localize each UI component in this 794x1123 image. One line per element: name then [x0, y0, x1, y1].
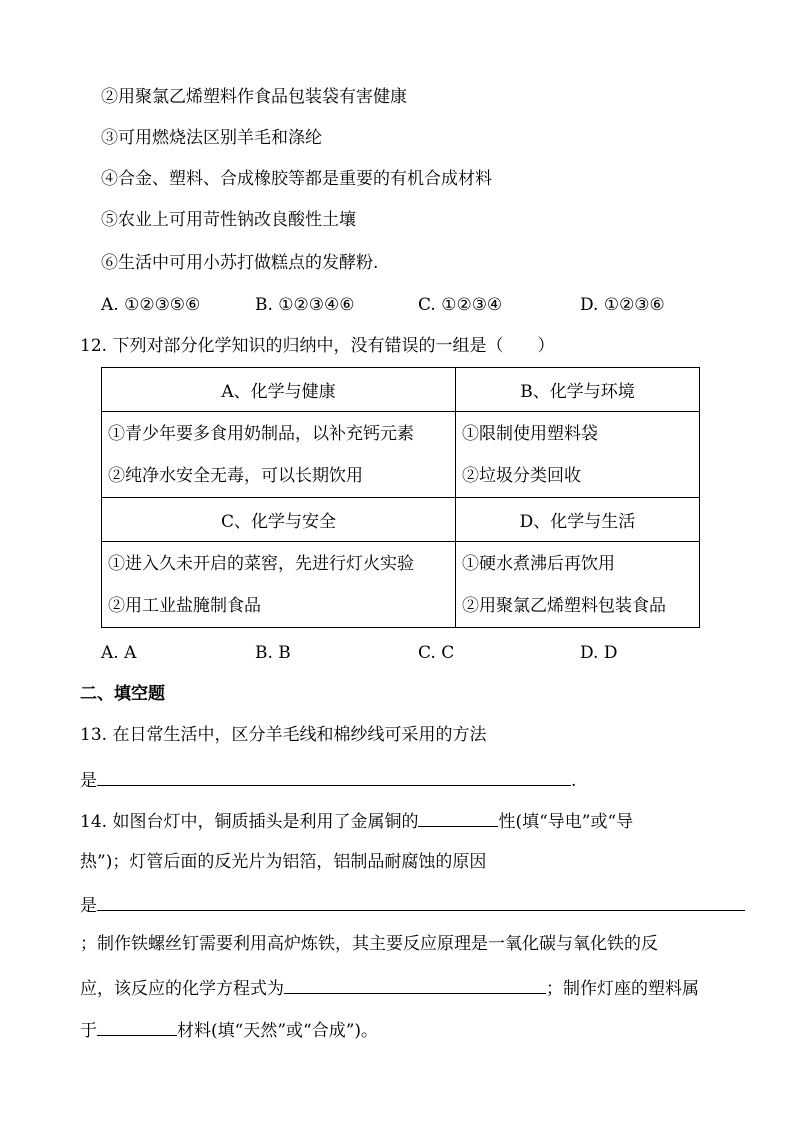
- q11-statement-3: ③可用燃烧法区别羊毛和涤纶: [101, 128, 322, 148]
- q12-table: [101, 367, 700, 628]
- q12-option-a[interactable]: A. A: [101, 643, 137, 663]
- q12-cell-d-body: [456, 542, 700, 628]
- q12-b-item-1: ①限制使用塑料袋: [462, 423, 598, 444]
- q13-answer-blank[interactable]: [97, 767, 571, 786]
- q13-answer-prefix: 是: [80, 771, 97, 791]
- q12-c-item-2: ②用工业盐腌制食品: [108, 595, 261, 616]
- q11-statement-5: ⑤农业上可用苛性钠改良酸性土壤: [101, 210, 356, 230]
- q13-end: .: [571, 771, 577, 791]
- q13-stem: 13. 在日常生活中，区分羊毛线和棉纱线可采用的方法: [80, 725, 487, 745]
- q12-d-item-1: ①硬水煮沸后再饮用: [462, 553, 615, 574]
- q11-statement-6: ⑥生活中可用小苏打做糕点的发酵粉.: [101, 253, 379, 273]
- q12-cell-b-body: [456, 412, 700, 498]
- q14-line-4: ；制作铁螺丝钉需要利用高炉炼铁，其主要反应原理是一氧化碳与氧化铁的反: [80, 934, 658, 954]
- section-title: 二、填空题: [80, 684, 165, 704]
- q14-text-6a: 于: [80, 1021, 97, 1041]
- q14-blank-2[interactable]: [97, 892, 745, 911]
- q14-line-2: 热”)；灯管后面的反光片为铝箔，铝制品耐腐蚀的原因: [80, 852, 487, 872]
- q12-cell-b-head: B、化学与环境: [456, 368, 700, 412]
- q12-b-item-2: ②垃圾分类回收: [462, 465, 581, 486]
- q14-text-1a: 14. 如图台灯中，铜质插头是利用了金属铜的: [80, 812, 419, 832]
- q12-a-item-1: ①青少年要多食用奶制品，以补充钙元素: [108, 423, 414, 444]
- q12-option-b[interactable]: B. B: [255, 643, 291, 663]
- q14-text-5a: 应，该反应的化学方程式为: [80, 979, 284, 999]
- q11-option-a[interactable]: A. ①②③⑤⑥: [101, 295, 201, 315]
- q14-line-6: [80, 1017, 378, 1042]
- q12-option-c[interactable]: C. C: [418, 643, 455, 663]
- q12-cell-c-body: [102, 542, 456, 628]
- q11-option-b[interactable]: B. ①②③④⑥: [255, 295, 355, 315]
- q11-statement-2: ②用聚氯乙烯塑料作食品包装袋有害健康: [101, 87, 407, 107]
- q14-text-6b: 材料(填“天然”或“合成”)。: [177, 1021, 379, 1041]
- q12-cell-d-head: D、化学与生活: [456, 498, 700, 542]
- q12-option-d[interactable]: D. D: [580, 643, 618, 663]
- q14-blank-3[interactable]: [284, 975, 546, 994]
- q14-line-3: [80, 892, 745, 917]
- q14-line-5: [80, 975, 699, 1000]
- q14-text-3-prefix: 是: [80, 896, 97, 916]
- q12-options: [0, 642, 794, 664]
- q12-stem: 12. 下列对部分化学知识的归纳中，没有错误的一组是（ ）: [80, 336, 555, 356]
- q12-cell-a-head: A、化学与健康: [102, 368, 456, 412]
- q12-d-item-2: ②用聚氯乙烯塑料包装食品: [462, 595, 666, 616]
- q14-text-1b: 性(填“导电”或“导: [498, 812, 634, 832]
- q12-c-item-1: ①进入久未开启的菜窖，先进行灯火实验: [108, 553, 414, 574]
- q13-answer-line: [80, 767, 576, 792]
- q11-option-c[interactable]: C. ①②③④: [418, 295, 503, 315]
- q12-a-item-2: ②纯净水安全无毒，可以长期饮用: [108, 465, 363, 486]
- q14-line-1: [80, 808, 633, 833]
- q12-cell-c-head: C、化学与安全: [102, 498, 456, 542]
- q14-blank-1[interactable]: [418, 808, 498, 827]
- q11-options: [0, 294, 794, 316]
- q14-blank-4[interactable]: [97, 1017, 177, 1036]
- q11-statement-4: ④合金、塑料、合成橡胶等都是重要的有机合成材料: [101, 169, 492, 189]
- q11-option-d[interactable]: D. ①②③⑥: [580, 295, 665, 315]
- q14-text-5b: ；制作灯座的塑料属: [546, 979, 699, 999]
- q12-cell-a-body: [102, 412, 456, 498]
